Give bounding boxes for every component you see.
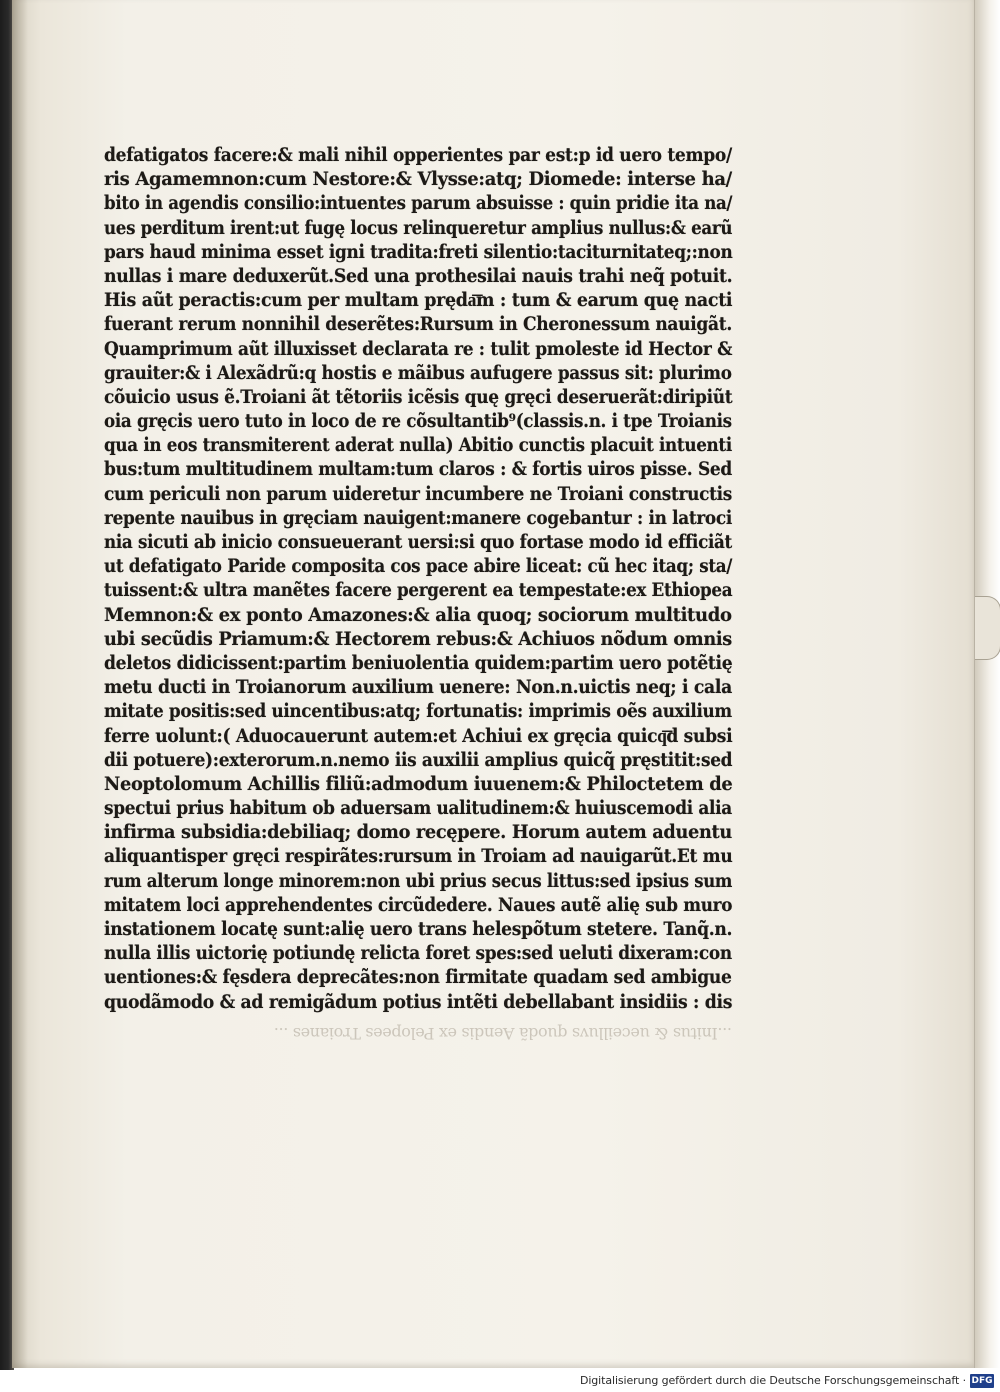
text-line: oia gręcis uero tuto in loco de re cõsultantib⁹(classis.n. i tpe Troianis	[104, 411, 732, 433]
text-line: uentiones:& fęsdera deprecãtes:non firmitate quadam sed ambigue	[104, 967, 732, 989]
text-line: fuerant rerum nonnihil deserẽtes:Rursum in Cheronessum nauigãt.	[104, 314, 732, 336]
footer-bar	[0, 1370, 1000, 1392]
text-line: deletos didicissent:partim beniuolentia quidem:partim uero potẽtię	[104, 652, 733, 674]
text-line: bus:tum multitudinem multam:tum claros : & fortis uiros pisse. Sed	[104, 459, 732, 481]
next-leaf-edge	[974, 0, 1000, 1368]
text-line: quodãmodo & ad remigãdum potius intẽti debellabant insidiis : dis	[104, 991, 733, 1013]
text-line: instationem locatę sunt:alię uero trans helespõtum stetere. Tanq̃.n.	[104, 919, 733, 940]
text-line: mitate positis:sed uincentibus:atq; fortunatis: imprimis oẽs auxilium	[104, 701, 732, 723]
text-line: defatigatos facere:& mali nihil opperientes par est:p id uero tempo/	[104, 145, 732, 166]
text-line: Neoptolomum Achillis filiũ:admodum iuuenem:& Philoctetem de	[104, 773, 733, 795]
text-line: spectui prius habitum ob aduersam ualitudinem:& huiuscemodi alia	[104, 798, 732, 820]
text-line: ubi secũdis Priamum:& Hectorem rebus:& Achiuos nõdum omnis	[104, 628, 732, 650]
text-line: ferre uolunt:( Aduocauerunt autem:et Achiui ex gręcia quicq͞d subsi	[104, 725, 733, 747]
text-line: qua in eos transmiterent aderat nulla) Abitio cunctis placuit intuenti	[104, 435, 732, 457]
text-line: infirma subsidia:debiliaq; domo recępere. Horum autem aduentu	[104, 822, 732, 844]
text-line: pars haud minima esset igni tradita:freti silentio:taciturnitateq;:non	[104, 241, 733, 263]
text-line: His aũt peractis:cum per multam pręda͞m : tum & earum quę nacti	[104, 290, 733, 312]
gutter-shadow	[12, 0, 28, 1368]
text-line: nia sicuti ab inicio consueuerant uersi:si quo fortase modo id efficiãt	[104, 532, 732, 553]
text-line: repente nauibus in gręciam nauigent:manere cogebantur : in latroci	[104, 507, 732, 529]
text-line: metu ducti in Troianorum auxilium uenere: Non.n.uictis neq; i cala	[104, 677, 732, 699]
text-line: Memnon:& ex ponto Amazones:& alia quoq; sociorum multitudo	[104, 604, 732, 626]
text-line: ris Agamemnon:cum Nestore:& Vlysse:atq; Diomede: interse ha/	[104, 169, 732, 191]
text-line: tuissent:& ultra manẽtes facere pergerent ea tempestate:ex Ethiopea	[104, 580, 733, 602]
text-line: Quamprimum aũt illuxisset declarata re : tulit pmoleste id Hector &	[104, 338, 733, 360]
text-line: nullas i mare deduxerũt.Sed una prothesilai nauis trahi neq̃ potuit.	[104, 265, 733, 287]
text-line: aliquantisper gręci respirãtes:rursum in Troiam ad nauigarũt.Et mu	[104, 846, 733, 868]
text-line: cum periculi non parum uideretur incumbere ne Troiani constructis	[104, 483, 732, 505]
text-line: mitatem loci apprehendentes circũdedere. Naues autẽ alię sub muro	[104, 894, 733, 916]
text-line: nulla illis uictorię potiundę relicta foret spes:sed ueluti dixeram:con	[104, 943, 732, 965]
dfg-logo: DFG	[971, 1376, 993, 1386]
text-line: cõuicio usus ẽ.Troiani ãt tẽtoriis icẽsis quę gręci deseruerãt:diripiũt	[104, 386, 733, 408]
text-line: grauiter:& i Alexãdrũ:q hostis e mãibus aufugere passus sit: plurimo	[104, 362, 732, 384]
bleed-through-text: ...Initus & ueceilluvs quodã Aendis ex Pelopees Troianes ...	[274, 1023, 732, 1043]
funding-credit: Digitalisierung gefördert durch die Deutsche Forschungsgemeinschaft ·	[579, 1374, 966, 1387]
text-line: ues perditum irent:ut fugę locus relinqueretur amplius nullus:& earũ	[104, 217, 733, 239]
text-line: bito in agendis consilio:intuentes parum absuisse : quin pridie ita na/	[104, 193, 733, 215]
text-line: dii potuere):exterorum.n.nemo iis auxilii amplius quicq̃ pręstitit:sed	[104, 749, 733, 771]
text-line: rum alterum longe minorem:non ubi prius secus littus:sed ipsius sum	[104, 870, 733, 892]
printed-text-block	[104, 144, 732, 1045]
text-line: ut defatigato Paride composita cos pace abire liceat: cũ hec itaq; sta/	[104, 556, 733, 578]
